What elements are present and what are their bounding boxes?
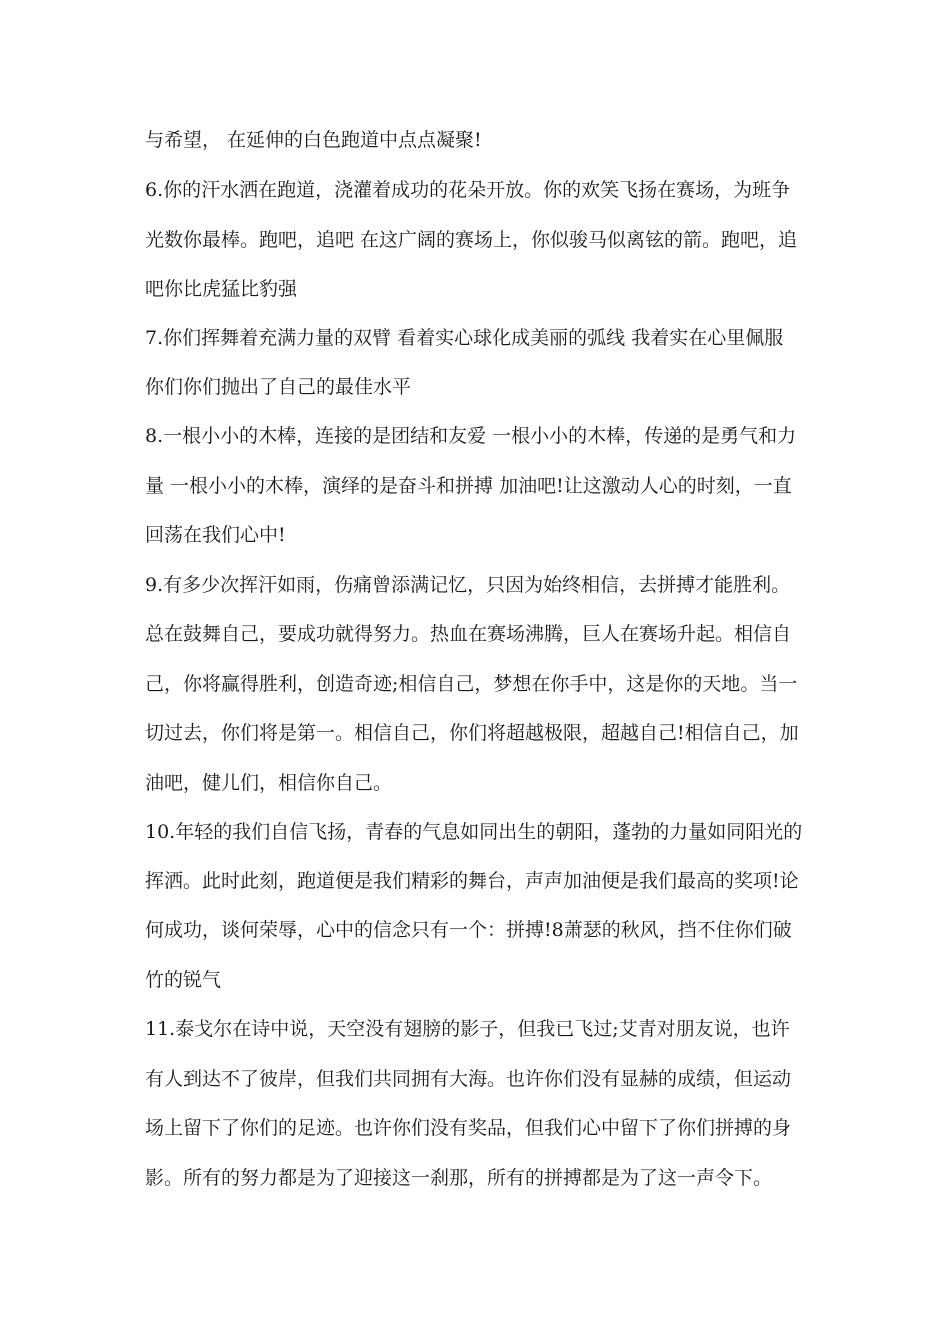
text-line: 量 一根小小的木棒，演绎的是奋斗和拼搏 加油吧!让这激动人心的时刻，一直 (145, 475, 792, 497)
text-line: 吧你比虎猛比豹强 (145, 278, 298, 300)
text-line: 切过去，你们将是第一。相信自己，你们将超越极限，超越自己!相信自己，加 (145, 722, 799, 744)
text-line: 竹的锐气 (145, 969, 222, 991)
text-line: 油吧，健儿们，相信你自己。 (145, 772, 393, 794)
text-line: 光数你最棒。跑吧，追吧 在这广阔的赛场上，你似骏马似离铉的箭。跑吧，追 (145, 229, 798, 251)
text-line: 6.你的汗水洒在跑道，浇灌着成功的花朵开放。你的欢笑飞扬在赛场，为班争 (145, 179, 791, 201)
text-line: 场上留下了你们的足迹。也许你们没有奖品，但我们心中留下了你们拼搏的身 (145, 1117, 792, 1139)
text-line: 挥洒。此时此刻，跑道便是我们精彩的舞台，声声加油便是我们最高的奖项!论 (145, 870, 799, 892)
text-line: 影。所有的努力都是为了迎接这一刹那，所有的拼搏都是为了这一声令下。 (145, 1167, 773, 1189)
text-line: 何成功，谈何荣辱，心中的信念只有一个：拼搏!8萧瑟的秋风，挡不住你们破 (145, 919, 792, 941)
text-line: 己，你将赢得胜利，创造奇迹;相信自己，梦想在你手中，这是你的天地。当一 (145, 673, 798, 695)
text-line: 10.年轻的我们自信飞扬，青春的气息如同出生的朝阳，蓬勃的力量如同阳光的 (145, 821, 803, 843)
text-line: 总在鼓舞自己，要成功就得努力。热血在赛场沸腾，巨人在赛场升起。相信自 (145, 623, 792, 645)
text-line: 与希望， 在延伸的白色跑道中点点凝聚! (145, 129, 482, 151)
text-line: 你们你们抛出了自己的最佳水平 (145, 376, 412, 398)
text-line: 11.泰戈尔在诗中说，天空没有翅膀的影子，但我已飞过;艾青对朋友说，也许 (145, 1018, 790, 1040)
text-line: 回荡在我们心中! (145, 524, 286, 546)
text-line: 有人到达不了彼岸，但我们共同拥有大海。也许你们没有显赫的成绩，但运动 (145, 1068, 792, 1090)
text-line: 8.一根小小的木棒，连接的是团结和友爱 一根小小的木棒，传递的是勇气和力 (145, 425, 797, 447)
text-line: 9.有多少次挥汗如雨，伤痛曾添满记忆，只因为始终相信，去拼搏才能胜利。 (145, 574, 791, 596)
text-line: 7.你们挥舞着充满力量的双臂 看着实心球化成美丽的弧线 我着实在心里佩服 (145, 327, 784, 349)
